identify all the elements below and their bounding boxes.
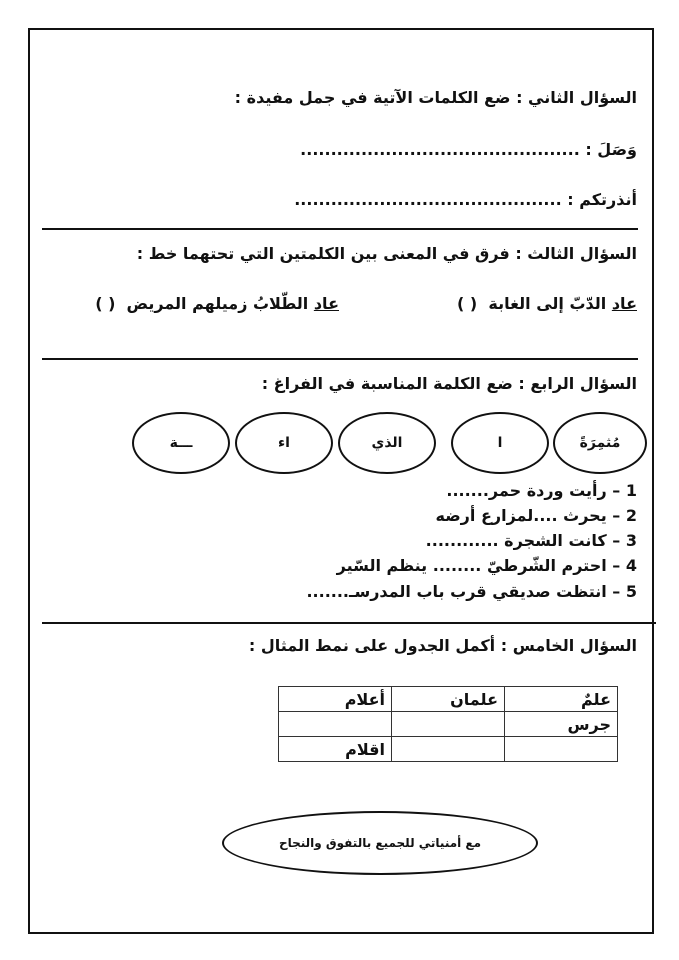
table-cell[interactable] xyxy=(392,712,505,737)
table-cell: علمان xyxy=(392,687,505,712)
choice-oval: ـــة xyxy=(132,412,230,474)
table-cell: اقلام xyxy=(279,737,392,762)
answer-blank[interactable]: ( ) xyxy=(457,294,478,313)
sentence-4: 4 – احترم الشّرطيّ ........ ينظم السّير xyxy=(336,556,637,575)
choice-oval: ا xyxy=(451,412,549,474)
choice-oval: مُثمِرَةً xyxy=(553,412,647,474)
table-cell[interactable] xyxy=(279,712,392,737)
question-3-title: السؤال الثالث : فرق في المعنى بين الكلمتين التي تحتهما خط : xyxy=(136,244,637,263)
answer-blank[interactable]: ( ) xyxy=(95,294,116,313)
divider xyxy=(42,622,656,624)
table-cell[interactable] xyxy=(505,737,618,762)
sentence-1: 1 – رأيت وردة حمر....... xyxy=(446,481,637,500)
question-4-title: السؤال الرابع : ضع الكلمة المناسبة في الفراغ : xyxy=(261,374,637,393)
sentence-text: الطّلابُ زميلهم المريض xyxy=(126,294,314,313)
table-row xyxy=(279,737,618,762)
table-cell: جرس xyxy=(505,712,618,737)
divider xyxy=(42,228,638,230)
sentence-5: 5 – انتظت صديقي قرب باب المدرسـ....... xyxy=(306,582,637,601)
question-3-sentence-2 xyxy=(95,294,339,313)
table-row xyxy=(279,687,618,712)
choice-oval: الذي xyxy=(338,412,436,474)
plural-table xyxy=(278,686,618,762)
table-cell[interactable] xyxy=(392,737,505,762)
question-2-item: وَصَلَ : .............................................. xyxy=(300,140,637,159)
sentence-3: 3 – كانت الشجرة ............ xyxy=(425,531,637,550)
choice-oval: اء xyxy=(235,412,333,474)
table-cell: أعلام xyxy=(279,687,392,712)
sentence-text: الدّبّ إلى الغابة xyxy=(488,294,612,313)
underlined-word: عاد xyxy=(611,294,637,313)
divider xyxy=(42,358,638,360)
question-2-item: أنذرتكم : ............................................ xyxy=(294,190,637,209)
underlined-word: عاد xyxy=(313,294,339,313)
table-cell: علمٌ xyxy=(505,687,618,712)
question-3-sentence-1 xyxy=(457,294,637,313)
question-5-title: السؤال الخامس : أكمل الجدول على نمط المثال : xyxy=(248,636,637,655)
sentence-2: 2 – يحرث ....لمزارع أرضه xyxy=(435,506,637,525)
question-2-title: السؤال الثاني : ضع الكلمات الآتية في جمل مفيدة : xyxy=(234,88,637,107)
table-row xyxy=(279,712,618,737)
closing-oval: مع أمنياتي للجميع بالتفوق والنجاح xyxy=(222,811,538,875)
